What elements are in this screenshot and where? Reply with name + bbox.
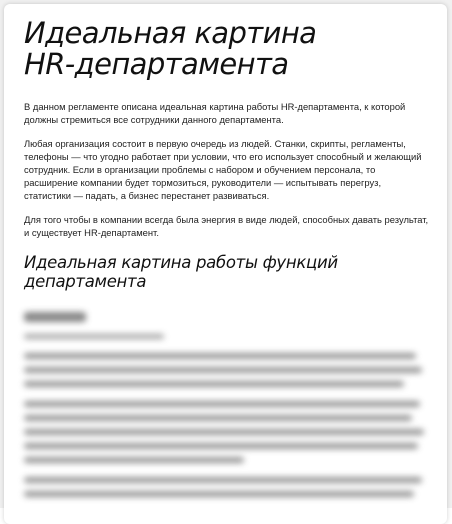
section-title — [24, 253, 429, 291]
page-title-line-2: HR-департамента — [24, 47, 289, 81]
page-title-line-1: Идеальная картина — [24, 16, 317, 50]
document-content — [24, 18, 429, 291]
blurred-line — [24, 477, 422, 483]
document-page — [4, 4, 447, 524]
blurred-line — [24, 443, 418, 449]
blurred-paragraph — [24, 353, 429, 387]
blurred-line — [24, 415, 412, 421]
page-title — [24, 18, 429, 80]
blurred-line — [24, 367, 422, 373]
purpose-paragraph: Для того чтобы в компании всегда была энергия в виде людей, способных давать результат, и существует HR-департамент. — [24, 214, 429, 238]
blurred-line — [24, 353, 416, 359]
blurred-line — [24, 457, 244, 463]
section-title-line-2: департамента — [24, 272, 147, 291]
blurred-paragraph — [24, 401, 429, 463]
blurred-content — [24, 312, 429, 511]
blurred-line — [24, 401, 420, 407]
blurred-line — [24, 381, 404, 387]
section-title-line-1: Идеальная картина работы функций — [24, 253, 338, 272]
blurred-paragraph — [24, 477, 429, 497]
blurred-line — [24, 491, 414, 497]
blurred-line — [24, 429, 424, 435]
blurred-heading — [24, 312, 86, 322]
organization-paragraph: Любая организация состоит в первую очередь из людей. Станки, скрипты, регламенты, телефоны — что угодно работает при условии, что его использует способный и желающий сотрудник. Если в организации проблемы с набором и обучением персонала, то расширение компании будет тормозиться, руководители — испытывать перегруз, статистики — падать, а бизнес перестанет развиваться. — [24, 138, 422, 201]
intro-paragraph: В данном регламенте описана идеальная картина работы HR-департамента, к которой должны стремиться все сотрудники данного департамента. — [24, 101, 406, 125]
blurred-subheading — [24, 334, 164, 339]
